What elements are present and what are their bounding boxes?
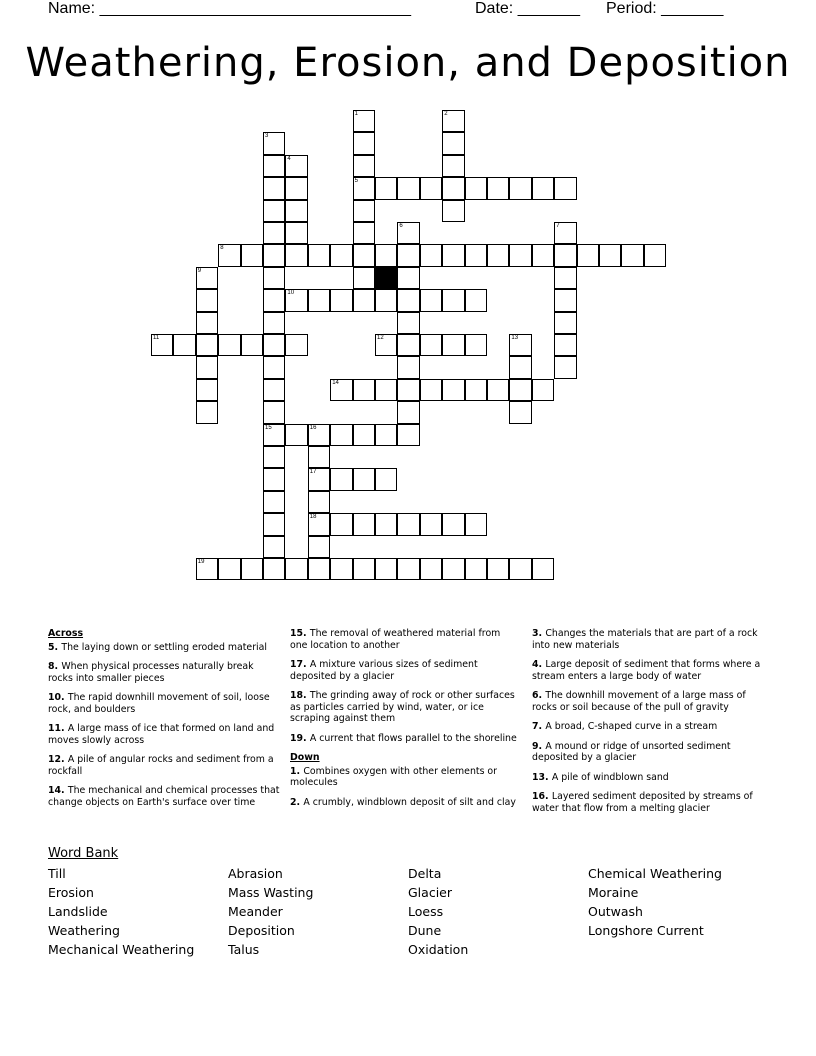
word-bank-item: Deposition [228,923,295,938]
down-heading: Down [290,752,320,763]
word-bank-item: Till [48,866,66,881]
black-cell [375,267,397,289]
grid-cell[interactable] [263,267,285,289]
grid-cell[interactable] [263,200,285,222]
grid-cell[interactable] [532,244,554,266]
clue-text: A crumbly, windblown deposit of silt and clay [303,796,516,808]
grid-cell[interactable] [218,244,240,266]
clue-text: The removal of weathered material from one location to another [290,628,501,651]
word-bank-column [588,864,722,940]
grid-cell[interactable] [397,424,419,446]
grid-cell[interactable] [420,513,442,535]
clue-number-label: 7. [532,721,546,732]
word-bank-column [48,864,194,959]
grid-cell[interactable] [397,267,419,289]
grid-cell[interactable] [151,334,173,356]
grid-cell[interactable] [285,558,307,580]
grid-cell[interactable] [599,244,621,266]
word-bank-item: Mechanical Weathering [48,942,195,957]
grid-cell[interactable] [509,379,531,401]
word-bank-column [228,864,313,959]
grid-cell[interactable] [196,334,218,356]
grid-cell[interactable] [353,267,375,289]
grid-cell[interactable] [330,558,352,580]
grid-cell[interactable] [263,536,285,558]
grid-cell[interactable] [285,177,307,199]
grid-cell[interactable] [308,513,330,535]
grid-cell[interactable] [241,558,263,580]
clue-text: The grinding away of rock or other surfaces as particles carried by wind, water, or ice scraping against them [290,690,515,724]
grid-cell[interactable] [218,558,240,580]
grid-cell[interactable] [196,356,218,378]
grid-cell[interactable] [285,334,307,356]
clues-column-2 [290,628,518,816]
grid-cell[interactable] [554,312,576,334]
clue-item [290,628,518,651]
grid-cell[interactable] [353,132,375,154]
grid-cell[interactable] [308,446,330,468]
grid-cell[interactable] [330,244,352,266]
clue-item [48,754,280,777]
clue-number: 2 [444,111,448,117]
word-bank-item: Moraine [588,885,639,900]
grid-cell[interactable] [218,334,240,356]
grid-cell[interactable] [196,558,218,580]
grid-cell[interactable] [442,558,464,580]
word-bank-item: Outwash [588,904,643,919]
grid-cell[interactable] [375,334,397,356]
grid-cell[interactable] [241,244,263,266]
grid-cell[interactable] [487,558,509,580]
clues-column-1 [48,628,280,816]
word-bank-item: Mass Wasting [228,885,314,900]
grid-cell[interactable] [397,558,419,580]
grid-cell[interactable] [554,222,576,244]
clue-text: A pile of windblown sand [551,771,669,783]
grid-cell[interactable] [285,289,307,311]
clue-number: 15 [265,424,272,431]
word-bank-column [408,864,468,959]
grid-cell[interactable] [509,334,531,356]
clue-number: 7 [556,223,560,229]
grid-cell[interactable] [442,513,464,535]
clue-number: 11 [153,335,160,341]
across-heading: Across [48,628,84,639]
clue-item [48,692,280,715]
grid-cell[interactable] [509,558,531,580]
clue-number: 1 [354,111,358,117]
clue-text: A mound or ridge of unsorted sediment deposited by a glacier [532,740,731,763]
grid-cell[interactable] [621,244,643,266]
clue-number-label: 6. [532,690,546,701]
grid-cell[interactable] [285,244,307,266]
clue-text: A current that flows parallel to the shoreline [309,732,517,744]
clue-text: Layered sediment deposited by streams of water that flow from a melting glacier [532,791,753,814]
grid-cell[interactable] [353,244,375,266]
clue-text: The mechanical and chemical processes that change objects on Earth's surface over time [48,785,280,808]
clues-column-3 [532,628,764,822]
grid-cell[interactable] [442,334,464,356]
clue-item [48,785,280,808]
clue-number: 3 [265,133,269,140]
grid-cell[interactable] [263,401,285,423]
grid-cell[interactable] [487,244,509,266]
clue-number-label: 1. [290,765,304,777]
clue-text: The rapid downhill movement of soil, loose rock, and boulders [48,692,270,715]
clue-number-label: 18. [290,690,310,701]
grid-cell[interactable] [375,244,397,266]
clue-number-label: 8. [48,661,62,672]
grid-cell[interactable] [644,244,666,266]
grid-cell[interactable] [263,379,285,401]
clue-number-label: 19. [290,732,310,744]
grid-cell[interactable] [554,356,576,378]
clue-text: The downhill movement of a large mass of rocks or soil because of the pull of gravity [532,690,746,713]
grid-cell[interactable] [263,334,285,356]
grid-cell[interactable] [509,401,531,423]
period-field[interactable]: Period: _______ [606,0,724,17]
grid-cell[interactable] [375,558,397,580]
grid-cell[interactable] [263,289,285,311]
grid-cell[interactable] [353,513,375,535]
clue-item [290,766,518,789]
grid-cell[interactable] [263,312,285,334]
grid-cell[interactable] [241,334,263,356]
clue-item [48,642,280,654]
clue-item [290,690,518,725]
grid-cell[interactable] [465,334,487,356]
grid-cell[interactable] [308,558,330,580]
clue-text: A pile of angular rocks and sediment from a rockfall [48,754,274,777]
clue-number: 6 [399,223,403,229]
clue-number-label: 14. [48,785,68,796]
grid-cell[interactable] [375,513,397,535]
grid-cell[interactable] [285,424,307,446]
clue-item [532,628,764,651]
grid-cell[interactable] [397,222,419,244]
grid-cell[interactable] [420,244,442,266]
grid-cell[interactable] [263,177,285,199]
clue-text: Combines oxygen with other elements or molecules [290,765,498,788]
grid-cell[interactable] [353,379,375,401]
grid-cell[interactable] [465,558,487,580]
grid-cell[interactable] [196,401,218,423]
grid-cell[interactable] [285,222,307,244]
clue-text: Large deposit of sediment that forms where a stream enters a large body of water [532,659,761,682]
grid-cell[interactable] [353,289,375,311]
grid-cell[interactable] [308,244,330,266]
grid-cell[interactable] [330,468,352,490]
grid-cell[interactable] [308,491,330,513]
grid-cell[interactable] [532,379,554,401]
grid-cell[interactable] [330,289,352,311]
word-bank-title: Word Bank [48,846,119,861]
grid-cell[interactable] [173,334,195,356]
word-bank-item: Meander [228,904,283,919]
grid-cell[interactable] [532,177,554,199]
grid-cell[interactable] [554,334,576,356]
grid-cell[interactable] [397,177,419,199]
clue-number-label: 15. [290,628,310,639]
clue-number-label: 4. [532,659,546,670]
grid-cell[interactable] [420,177,442,199]
word-bank-item: Glacier [408,885,452,900]
clue-item [290,733,518,745]
clue-number: 5 [354,178,358,185]
grid-cell[interactable] [532,558,554,580]
grid-cell[interactable] [353,200,375,222]
clue-number-label: 16. [532,791,552,802]
name-field[interactable]: Name: ___________________________________ [48,0,412,17]
clue-item [532,721,764,733]
grid-cell[interactable] [442,200,464,222]
word-bank-item: Dune [408,923,442,938]
grid-cell[interactable] [353,558,375,580]
clue-number: 14 [332,379,339,386]
word-bank-item: Oxidation [408,942,469,957]
clue-text: A mixture various sizes of sediment deposited by a glacier [290,659,478,682]
clue-number-label: 12. [48,754,68,765]
grid-cell[interactable] [442,110,464,132]
grid-cell[interactable] [397,379,419,401]
clue-text: A broad, C-shaped curve in a stream [545,721,718,732]
word-bank-item: Weathering [48,923,120,938]
grid-cell[interactable] [263,244,285,266]
grid-cell[interactable] [263,513,285,535]
clue-item [48,661,280,684]
grid-cell[interactable] [353,177,375,199]
word-bank-item: Landslide [48,904,108,919]
grid-cell[interactable] [420,558,442,580]
grid-cell[interactable] [285,155,307,177]
grid-cell[interactable] [263,222,285,244]
grid-cell[interactable] [420,334,442,356]
word-bank-item: Talus [228,942,260,957]
clue-number-label: 17. [290,659,310,670]
clue-item [532,791,764,814]
grid-cell[interactable] [263,491,285,513]
clue-number: 16 [309,424,317,431]
word-bank-item: Erosion [48,885,94,900]
grid-cell[interactable] [375,424,397,446]
grid-cell[interactable] [263,446,285,468]
grid-cell[interactable] [442,289,464,311]
word-bank-item: Abrasion [228,866,283,881]
grid-cell[interactable] [263,468,285,490]
clue-number: 18 [309,514,317,521]
grid-cell[interactable] [308,424,330,446]
grid-cell[interactable] [554,244,576,266]
clue-number-label: 5. [48,641,62,653]
grid-cell[interactable] [554,177,576,199]
word-bank-item: Longshore Current [588,923,704,938]
grid-cell[interactable] [353,155,375,177]
word-bank-item: Delta [408,866,442,881]
clue-number-label: 13. [532,771,552,783]
grid-cell[interactable] [353,222,375,244]
grid-cell[interactable] [263,558,285,580]
grid-cell[interactable] [196,289,218,311]
grid-cell[interactable] [442,244,464,266]
grid-cell[interactable] [442,177,464,199]
grid-cell[interactable] [397,356,419,378]
clue-number: 17 [309,469,317,476]
grid-cell[interactable] [465,379,487,401]
grid-cell[interactable] [375,289,397,311]
grid-cell[interactable] [465,177,487,199]
grid-cell[interactable] [263,132,285,154]
word-bank-item: Chemical Weathering [588,866,722,881]
grid-cell[interactable] [263,424,285,446]
clue-number-label: 3. [532,628,546,639]
clue-text: The laying down or settling eroded material [61,641,268,653]
grid-cell[interactable] [263,356,285,378]
grid-cell[interactable] [375,177,397,199]
clue-item [532,741,764,764]
grid-cell[interactable] [285,200,307,222]
clue-text: When physical processes naturally break rocks into smaller pieces [48,661,254,684]
grid-cell[interactable] [375,379,397,401]
grid-cell[interactable] [465,513,487,535]
grid-cell[interactable] [330,379,352,401]
word-bank-item: Loess [408,904,444,919]
clue-number-label: 10. [48,692,68,703]
grid-cell[interactable] [554,267,576,289]
grid-cell[interactable] [509,244,531,266]
grid-cell[interactable] [397,334,419,356]
clue-item [48,723,280,746]
grid-cell[interactable] [196,379,218,401]
clue-number: 10 [287,290,295,297]
grid-cell[interactable] [577,244,599,266]
grid-cell[interactable] [397,289,419,311]
grid-cell[interactable] [353,110,375,132]
clue-item [290,659,518,682]
grid-cell[interactable] [509,177,531,199]
grid-cell[interactable] [487,177,509,199]
clue-number: 8 [220,245,224,252]
clue-item [532,690,764,713]
clue-number: 9 [197,267,202,274]
grid-cell[interactable] [442,155,464,177]
grid-cell[interactable] [196,312,218,334]
grid-cell[interactable] [330,513,352,535]
grid-cell[interactable] [465,244,487,266]
grid-cell[interactable] [397,513,419,535]
grid-cell[interactable] [308,289,330,311]
grid-cell[interactable] [330,424,352,446]
page-title: Weathering, Erosion, and Deposition [25,40,791,86]
clue-number-label: 2. [290,796,304,808]
grid-cell[interactable] [465,289,487,311]
grid-cell[interactable] [308,468,330,490]
clue-text: A large mass of ice that formed on land and moves slowly across [48,723,275,746]
clue-number: 13 [511,335,519,341]
clue-item [290,797,518,809]
grid-cell[interactable] [397,401,419,423]
clue-number-label: 11. [48,723,68,734]
grid-cell[interactable] [353,424,375,446]
grid-cell[interactable] [263,155,285,177]
grid-cell[interactable] [487,379,509,401]
clue-number-label: 9. [532,740,546,752]
grid-cell[interactable] [196,267,218,289]
clue-text: Changes the materials that are part of a rock into new materials [532,628,758,651]
grid-cell[interactable] [308,536,330,558]
clue-number: 12 [377,335,384,341]
grid-cell[interactable] [442,132,464,154]
grid-cell[interactable] [397,312,419,334]
date-field[interactable]: Date: _______ [475,0,580,17]
grid-cell[interactable] [442,379,464,401]
clue-item [532,659,764,682]
grid-cell[interactable] [397,244,419,266]
clue-number: 4 [287,155,291,162]
clue-number: 19 [197,559,205,565]
grid-cell[interactable] [375,468,397,490]
grid-cell[interactable] [420,289,442,311]
clue-item [532,772,764,784]
grid-cell[interactable] [353,468,375,490]
grid-cell[interactable] [420,379,442,401]
grid-cell[interactable] [554,289,576,311]
grid-cell[interactable] [509,356,531,378]
